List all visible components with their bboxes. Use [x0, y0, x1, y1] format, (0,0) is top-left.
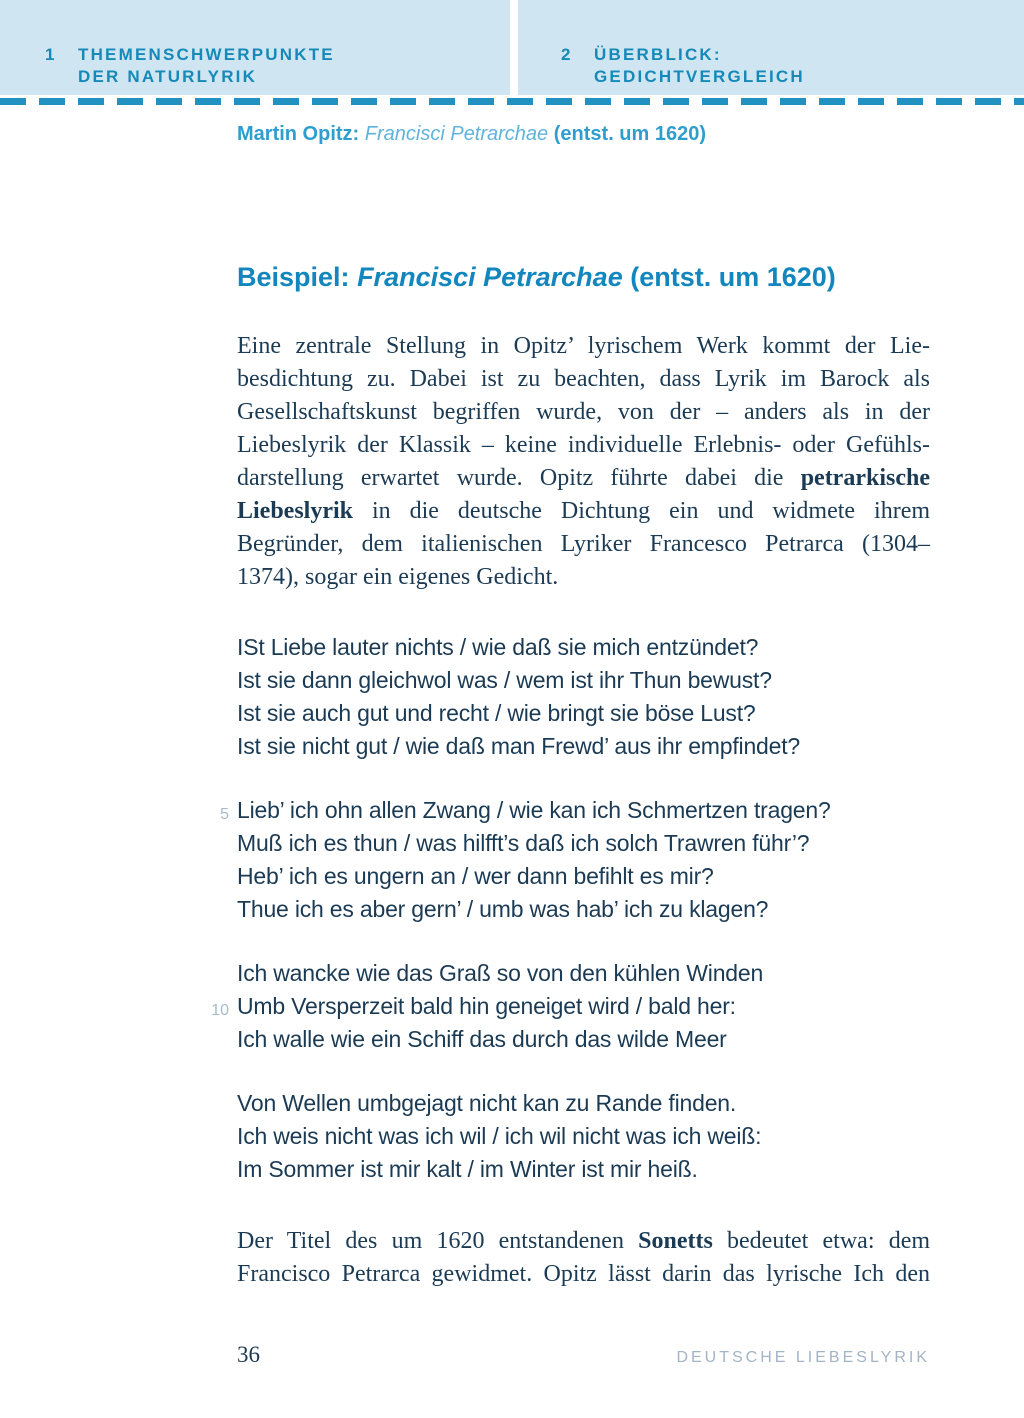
intro-line: besdichtung zu. Dabei ist zu beachten, dass Lyrik im Barock als	[237, 366, 930, 392]
verse-text: Ich weis nicht was ich wil / ich wil nicht was ich weiß:	[237, 1123, 762, 1149]
caption-work-title: Francisci Petrarchae	[364, 123, 549, 145]
outro-line	[237, 1225, 930, 1258]
verse-text: Ist sie nicht gut / wie daß man Frewd’ aus ihr empfindet?	[237, 733, 801, 759]
intro-line	[237, 462, 930, 495]
verse-text: Heb’ ich es ungern an / wer dann befihlt es mir?	[237, 863, 714, 889]
keyword-petrarkische: petrarkische	[800, 465, 930, 491]
poem-stanza-2	[220, 794, 930, 926]
verse-text: Von Wellen umbgejagt nicht kan zu Rande finden.	[237, 1090, 737, 1116]
verse-text: ISt Liebe lauter nichts / wie daß sie mich entzündet?	[237, 634, 759, 660]
intro-line: Liebeslyrik der Klassik – keine individuelle Erlebnis- oder Gefühls-	[237, 432, 930, 458]
verse-text: Im Sommer ist mir kalt / im Winter ist mir heiß.	[237, 1156, 698, 1182]
caption-author: Martin Opitz:	[237, 123, 360, 145]
intro-line-text: darstellung erwartet wurde. Opitz führte dabei die	[237, 465, 784, 491]
intro-line-text: in die deutsche Dichtung ein und widmete ihrem	[372, 498, 931, 524]
chapter-title	[594, 44, 805, 88]
header-tab-naturlyrik-label	[0, 0, 510, 88]
intro-paragraph	[237, 330, 930, 594]
poem	[211, 631, 930, 1186]
outro-line-text: bedeutet etwa: dem	[727, 1228, 931, 1254]
verse-text: Ich wancke wie das Graß so von den kühlen Winden	[237, 960, 764, 986]
intro-line: Gesellschaftskunst begriffen wurde, von der – anders als in der	[237, 399, 930, 425]
section-heading	[237, 259, 930, 295]
poem-line	[237, 1153, 930, 1186]
chapter-title	[78, 44, 335, 88]
page-content	[211, 106, 931, 1291]
poem-line	[237, 827, 930, 860]
poem-stanza-1	[237, 631, 930, 763]
page-footer	[237, 1342, 930, 1368]
work-caption	[237, 122, 930, 146]
poem-line	[237, 730, 930, 763]
verse-text: Ich walle wie ein Schiff das durch das wilde Meer	[237, 1026, 727, 1052]
verse-text: Thue ich es aber gern’ / umb was hab’ ich zu klagen?	[237, 896, 769, 922]
poem-line	[237, 1120, 930, 1153]
chapter-title-line2: GEDICHTVERGLEICH	[594, 67, 805, 86]
chapter-title-line1: THEMENSCHWERPUNKTE	[78, 45, 335, 64]
poem-stanza-4	[237, 1087, 930, 1186]
header-tab-gedichtvergleich	[518, 0, 1024, 95]
heading-prefix: Beispiel:	[237, 262, 350, 292]
outro-paragraph	[237, 1225, 930, 1291]
poem-line	[211, 990, 930, 1023]
chapter-number: 2	[561, 45, 571, 64]
poem-line	[237, 697, 930, 730]
verse-text: Umb Versperzeit bald hin geneiget wird / bald her:	[237, 993, 736, 1019]
poem-line	[237, 860, 930, 893]
intro-line	[237, 495, 930, 528]
poem-line	[237, 893, 930, 926]
keyword-sonetts: Sonetts	[638, 1228, 713, 1254]
poem-line	[237, 631, 930, 664]
chapter-title-line2: DER NATURLYRIK	[78, 67, 258, 86]
verse-number: 5	[220, 806, 229, 823]
poem-line	[237, 957, 930, 990]
chapter-number: 1	[45, 45, 55, 64]
dashed-divider	[0, 98, 1024, 105]
header-tab-naturlyrik	[0, 0, 510, 95]
header-tab-gedichtvergleich-label	[518, 0, 1024, 88]
intro-line: Begründer, dem italienischen Lyriker Francesco Petrarca (1304–	[237, 531, 930, 557]
verse-text: Muß ich es thun / was hilfft’s daß ich solch Trawren führ’?	[237, 830, 810, 856]
intro-line: 1374), sogar ein eigenes Gedicht.	[237, 564, 559, 590]
verse-text: Ist sie dann gleichwol was / wem ist ihr Thun bewust?	[237, 667, 772, 693]
verse-text: Ist sie auch gut und recht / wie bringt sie böse Lust?	[237, 700, 756, 726]
poem-line	[237, 1023, 930, 1056]
intro-line: Eine zentrale Stellung in Opitz’ lyrischem Werk kommt der Lie-	[237, 333, 930, 359]
outro-line: Francisco Petrarca gewidmet. Opitz lässt darin das lyrische Ich den	[237, 1261, 930, 1287]
header-tab-divider	[510, 0, 518, 95]
verse-text: Lieb’ ich ohn allen Zwang / wie kan ich Schmertzen tragen?	[237, 797, 831, 823]
running-title: DEUTSCHE LIEBESLYRIK	[676, 1349, 930, 1366]
outro-line-text: Der Titel des um 1620 entstandenen	[237, 1228, 624, 1254]
poem-stanza-3	[211, 957, 930, 1056]
heading-work-title: Francisci Petrarchae	[357, 262, 623, 292]
keyword-liebeslyrik: Liebeslyrik	[237, 498, 354, 524]
verse-number: 10	[211, 1002, 229, 1019]
heading-date-note: (entst. um 1620)	[630, 262, 836, 292]
caption-date-note: (entst. um 1620)	[553, 123, 707, 145]
chapter-title-line1: ÜBERBLICK:	[594, 45, 722, 64]
page-number: 36	[237, 1342, 260, 1367]
poem-line	[237, 664, 930, 697]
page-header	[0, 0, 1024, 95]
poem-line	[220, 794, 930, 827]
poem-line	[237, 1087, 930, 1120]
